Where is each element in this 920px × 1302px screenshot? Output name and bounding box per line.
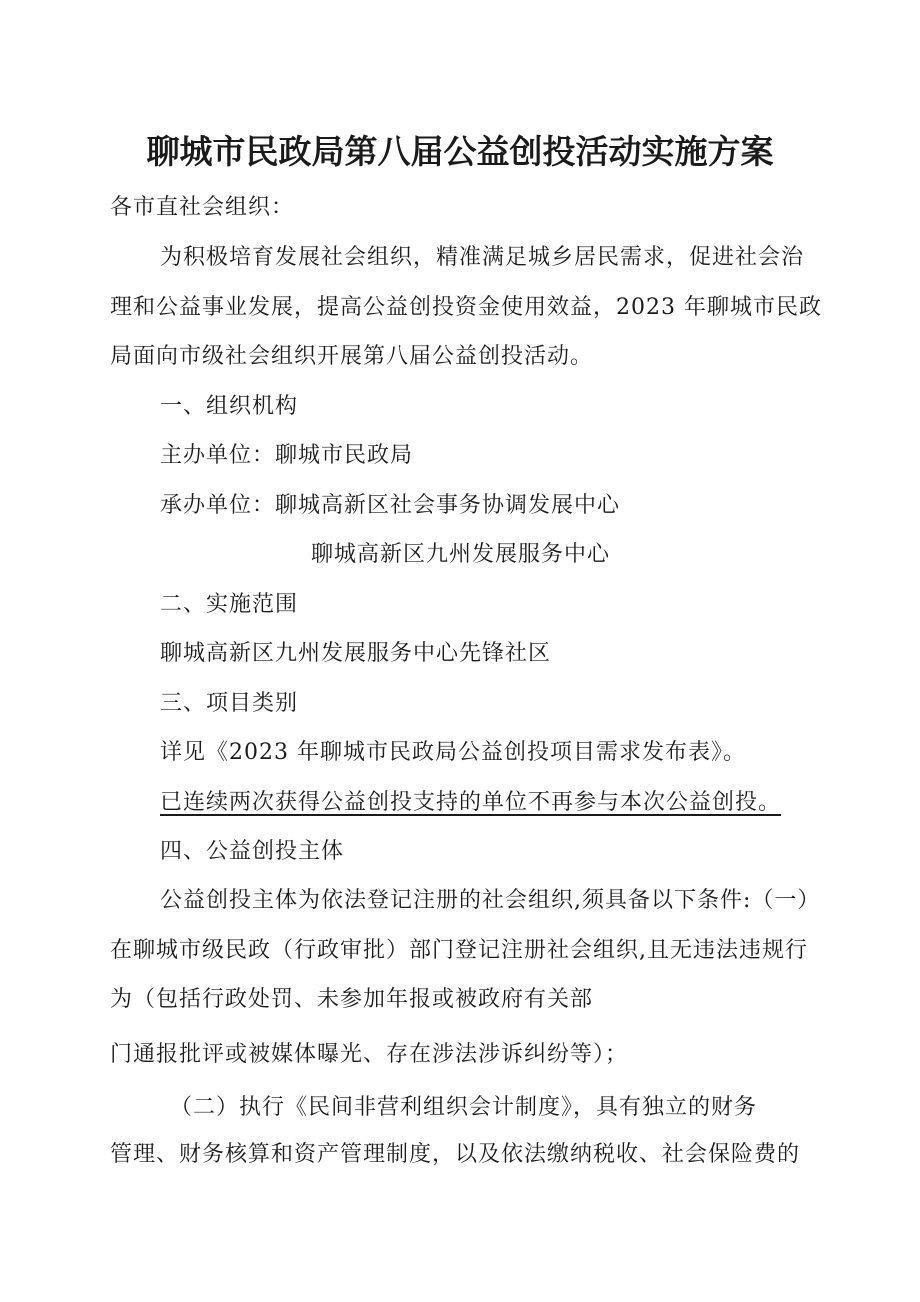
section-2-heading: 二、实施范围 (160, 592, 299, 617)
intro-line-3: 局面向市级社会组织开展第八届公益创投活动。 (110, 344, 594, 369)
section-4-heading: 四、公益创投主体 (160, 839, 345, 864)
organizer-unit-1: 承办单位：聊城高新区社会事务协调发展中心 (160, 493, 621, 518)
section-4-para2-line2: 管理、财务核算和资产管理制度，以及依法缴纳税收、社会保险费的 (110, 1142, 801, 1167)
host-unit: 主办单位：聊城市民政局 (160, 443, 414, 468)
salutation: 各市直社会组织： (110, 195, 295, 220)
organizer-unit-2: 聊城高新区九州发展服务中心 (311, 542, 611, 567)
intro-line-2: 理和公益事业发展，提高公益创投资金使用效益，2023 年聊城市民政 (110, 295, 822, 320)
section-4-para1-line2: 在聊城市级民政（行政审批）部门登记注册社会组织,且无违法违规行 (110, 938, 808, 963)
section-4-para1-line3: 为（包括行政处罚、未参加年报或被政府有关部 (110, 987, 594, 1012)
document-title: 聊城市民政局第八届公益创投活动实施方案 (146, 132, 774, 171)
section-3-heading: 三、项目类别 (160, 691, 299, 716)
section-4-para2-line1: （二）执行《民间非营利组织会计制度》，具有独立的财务 (170, 1095, 758, 1120)
intro-line-1: 为积极培育发展社会组织，精准满足城乡居民需求，促进社会治 (160, 245, 805, 270)
section-4-para1-line4: 门通报批评或被媒体曝光、存在涉法涉诉纠纷等）； (110, 1042, 629, 1067)
section-1-heading: 一、组织机构 (160, 394, 299, 419)
section-3-body: 详见《2023 年聊城市民政局公益创投项目需求发布表》。 (160, 740, 746, 765)
section-4-para1-line1: 公益创投主体为依法登记注册的社会组织,须具备以下条件:（一） (160, 888, 821, 913)
section-3-note: 已连续两次获得公益创投支持的单位不再参与本次公益创投。 (160, 790, 782, 815)
section-2-body: 聊城高新区九州发展服务中心先锋社区 (160, 641, 552, 666)
